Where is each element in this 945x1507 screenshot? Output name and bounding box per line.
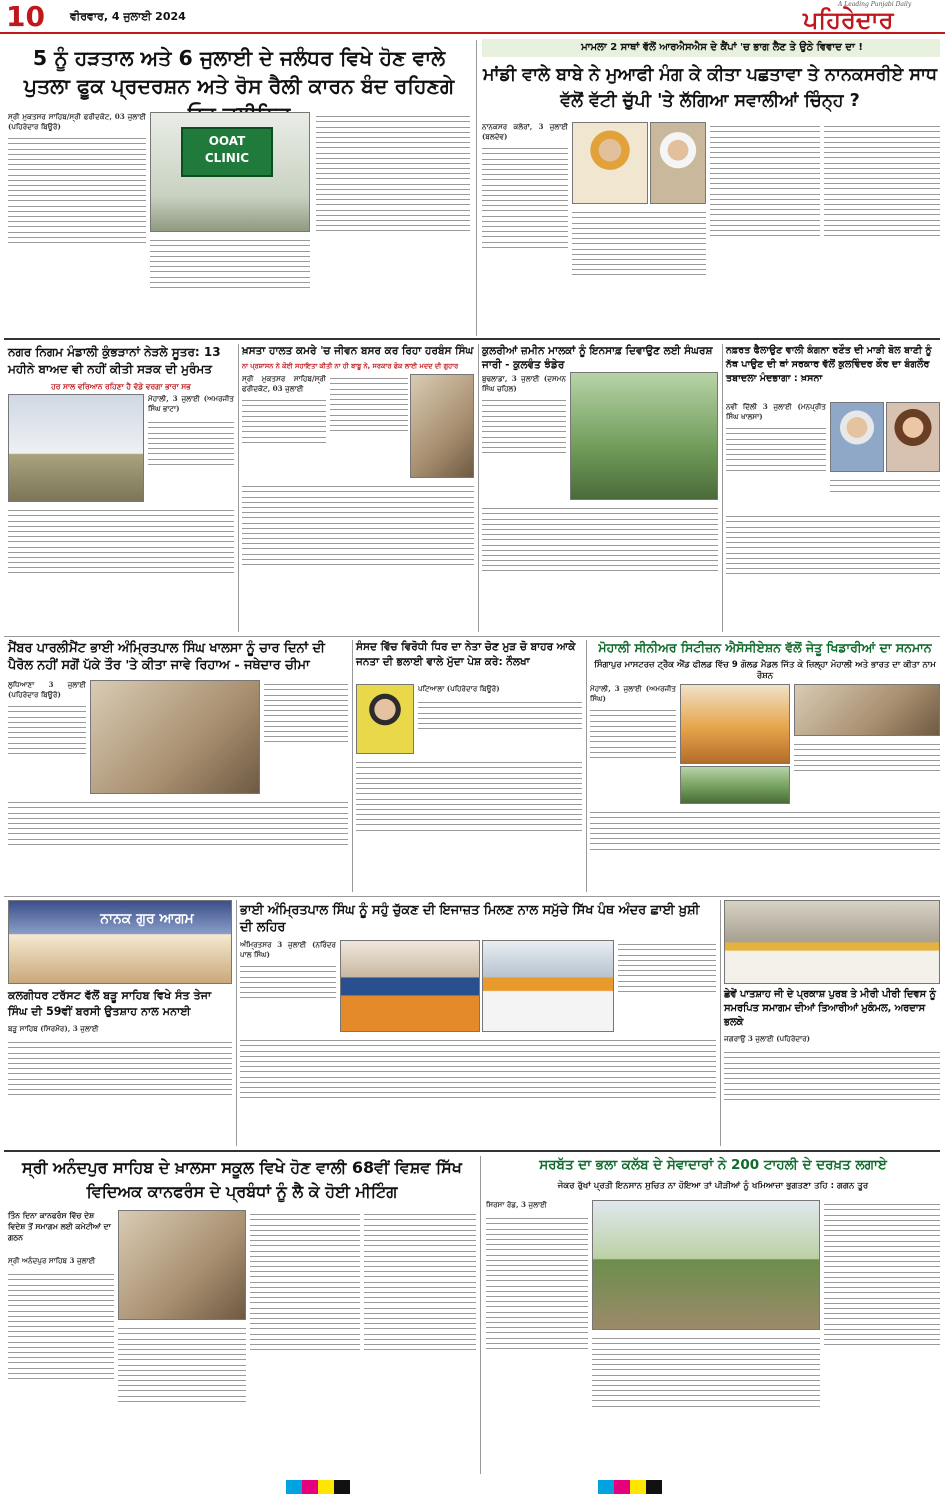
- body-senior-citizens-col3: [590, 808, 940, 888]
- body-parliament-col2: [356, 758, 582, 888]
- page-date: ਵੀਰਵਾਰ, 4 ਜੁਲਾਈ 2024: [70, 10, 186, 23]
- ooat-sign-text: OOAT CLINIC: [204, 134, 250, 165]
- photo-babe-2: [650, 122, 706, 204]
- body-babe-col3: [710, 122, 820, 330]
- photo-nagar-nigam: [8, 394, 144, 502]
- headline-khalsa-school: ਸ੍ਰੀ ਅਨੰਦਪੁਰ ਸਾਹਿਬ ਦੇ ਖ਼ਾਲਸਾ ਸਕੂਲ ਵਿਖੇ ਹੋਣ ਵਾਲੀ 68ਵੀਂ ਵਿਸ਼ਵ ਸਿੱਖ ਵਿਦਿਅਕ ਕਾਨਫਰੰਸ ਦੇ ਪ੍ਰਬੰਧਾਂ ਨੂੰ ਲੈ ਕੇ ਹੋਈ ਮੀਟਿੰਗ: [22, 1158, 462, 1201]
- cyan-swatch: [598, 1480, 614, 1494]
- body-amritpal-oath-col2: [618, 940, 716, 1032]
- body-harbans-col1: [242, 396, 326, 478]
- byline-nagar-nigam: ਮੋਹਾਲੀ, 3 ਜੁਲਾਈ (ਅਮਰਜੀਤ ਸਿੰਘ ਭਾਟਾ): [148, 394, 234, 414]
- headline-amritpal-oath: ਭਾਈ ਅੰਮ੍ਰਿਤਪਾਲ ਸਿੰਘ ਨੂੰ ਸਹੁੰ ਚੁੱਕਣ ਦੀ ਇਜਾਜ਼ਤ ਮਿਲਣ ਨਾਲ ਸਮੁੱਚੇ ਸਿੱਖ ਪੰਥ ਅੰਦਰ ਛਾਈ ਖ਼ੁਸ਼ੀ ਦੀ ਲਹਿਰ: [240, 903, 700, 935]
- byline-kalgidhar: ਬੜੂ ਸਾਹਿਬ (ਸਿਰਮੌਰ), 3 ਜੁਲਾਈ: [8, 1024, 99, 1033]
- body-clinics-col3: [316, 112, 470, 330]
- headline-amritpal-parole: ਮੈਂਬਰ ਪਾਰਲੀਮੈਂਟ ਭਾਈ ਅੰਮ੍ਰਿਤਪਾਲ ਸਿੰਘ ਖਾਲਸਾ ਨੂੰ ਚਾਰ ਦਿਨਾਂ ਦੀ ਪੈਰੋਲ ਨਹੀਂ ਸਗੋਂ ਪੱਕੇ ਤੌਰ 'ਤੇ ਕੀਤਾ ਜਾਵੇ ਰਿਹਾਅ - ਜਥੇਦਾਰ ਚੀਮਾ: [8, 641, 325, 673]
- body-senior-citizens-col1: [590, 706, 676, 804]
- body-amritpal-parole-col3: [8, 798, 348, 888]
- photo-ooat-clinic: [150, 112, 310, 232]
- divider: [480, 1156, 481, 1474]
- body-trees-col1: [486, 1214, 588, 1470]
- body-parliament-col1: [418, 698, 582, 754]
- photo-khalsa-school: [118, 1210, 246, 1320]
- byline-amritpal-parole: ਲੁਧਿਆਣਾ 3 ਜੁਲਾਈ (ਪਹਿਰੇਦਾਰ ਬਿਊਰੋ): [8, 680, 86, 700]
- body-babe-col4: [824, 122, 940, 330]
- byline-trees: ਸਿਰਸਾ ਰੋਡ, 3 ਜੁਲਾਈ: [486, 1200, 547, 1209]
- photo-amritpal-parole: [90, 680, 260, 794]
- headline-babe: ਮਾਂਡੀ ਵਾਲੇ ਬਾਬੇ ਨੇ ਮੁਆਫੀ ਮੰਗ ਕੇ ਕੀਤਾ ਪਛਤਾਵਾ ਤੇ ਨਾਨਕਸਰੀਏ ਸਾਧ ਵੱਲੋਂ ਵੱਟੀ ਚੁੱਪੀ 'ਤੇ ਲੱਗਿਆ ਸਵਾਲੀਆਂ ਚਿੰਨ੍ਹ ?: [482, 65, 938, 111]
- subhead-trees: ਜੇਕਰ ਰੁੱਖਾਂ ਪ੍ਰਤੀ ਇਨਸਾਨ ਸੁਚਿਤ ਨਾ ਹੋਇਆ ਤਾਂ ਪੀੜੀਆਂ ਨੂੰ ਖਮਿਆਜ਼ਾ ਭੁਗਤਣਾ ਤਹਿ : ਗਗਨ ਤੂਰ: [557, 1181, 869, 1191]
- divider: [476, 40, 477, 336]
- photo-kulriyan: [570, 372, 718, 500]
- body-senior-citizens-col2: [794, 740, 940, 804]
- byline-babe: ਨਾਨਕਸਰ ਕਲੇਰਾਂ, 3 ਜੁਲਾਈ (ਬਲਦੇਵ): [482, 122, 568, 142]
- body-kulriyan-col2: [482, 504, 718, 630]
- kicker-khalsa-school: ਤਿੰਨ ਦਿਨਾ ਕਾਨਫਰੰਸ ਵਿੱਚ ਦੇਸ਼ ਵਿਦੇਸ਼ ਤੋਂ ਸਮਾਗਮ ਲਈ ਕਮੇਟੀਆਂ ਦਾ ਗਠਨ: [8, 1211, 111, 1242]
- body-nagar-nigam-a: [148, 418, 234, 502]
- headline-kangana: ਨਫ਼ਰਤ ਫੈਲਾਉਣ ਵਾਲੀ ਕੰਗਨਾ ਰਣੌਤ ਦੀ ਮਾੜੀ ਬੋਲ ਬਾਣੀ ਨੂੰ ਨੱਥ ਪਾਉਣ ਦੀ ਥਾਂ ਸਰਕਾਰ ਵੱਲੋਂ ਕੁਲਵਿੰਦਰ ਕੌਰ ਦਾ ਬੰਗਲੌਰ ਤਬਾਦਲਾ ਮੰਦਭਾਗਾ : ਖ਼ਸਨਾ: [726, 345, 932, 384]
- body-trees-col3: [824, 1200, 940, 1470]
- divider: [238, 344, 239, 632]
- photo-amritpal-oath-2: [482, 940, 614, 1032]
- body-clinics-col2: [150, 236, 310, 330]
- photo-amritpal-oath-1: [340, 940, 480, 1032]
- kicker-harbans: ਨਾ ਪ੍ਰਸ਼ਾਸਨ ਨੇ ਕੋਈ ਸਹਾਇਤਾ ਕੀਤੀ ਨਾ ਹੀ ਬਾਬੂ ਨੇ, ਸਰਕਾਰ ਫੋਕ ਲਾਈ ਮਦਦ ਦੀ ਗੁਹਾਰ: [242, 362, 459, 370]
- body-kangana-col3: [726, 512, 940, 630]
- headline-parliament: ਸੰਸਦ ਵਿੱਚ ਵਿਰੋਧੀ ਧਿਰ ਦਾ ਨੇਤਾ ਚੋਣ ਮੁੜ ਚੋ ਬਾਹਰ ਆਕੇ ਜਨਤਾ ਦੀ ਭਲਾਈ ਵਾਲੇ ਮੁੱਦਾ ਪੇਸ਼ ਕਰੇ: ਨੌਲਖਾ: [356, 641, 576, 668]
- byline-prakash-purab: ਜਗਰਾਉਂ 3 ਜੁਲਾਈ (ਪਹਿਰੇਦਾਰ): [724, 1034, 811, 1043]
- body-kalgidhar: [8, 1038, 232, 1144]
- photo-kalgidhar: [8, 900, 232, 984]
- body-amritpal-oath-col3: [240, 1036, 716, 1144]
- photo-senior-citizens-1: [680, 684, 790, 764]
- registration-marks-left: [286, 1480, 350, 1494]
- kicker-nagar-nigam: ਹਰ ਸਾਲ ਵਰਿਆਨ ਰਹਿਣਾ ਹੈ ਵੱਡੇ ਵਰਗਾ ਭਾਰਾ ਸਭ: [51, 382, 191, 391]
- body-khalsa-school-col1: [8, 1270, 114, 1470]
- kicker-babe: ਮਾਮਲਾ 2 ਸਾਥਾਂ ਵੱਲੋਂ ਆਰਐਸਐਸ ਦੇ ਕੈਂਪਾਂ 'ਚ ਭਾਗ ਲੈਣ ਤੇ ਉਠੇ ਵਿਵਾਦ ਦਾ !: [581, 42, 863, 53]
- byline-clinics: ਸ੍ਰੀ ਮੁਕਤਸਰ ਸਾਹਿਬ/ਸ੍ਰੀ ਫਰੀਦਕੋਟ, 03 ਜੁਲਾਈ (ਪਹਿਰੇਦਾਰ ਬਿਊਰੋ): [8, 112, 146, 132]
- masthead: [0, 0, 945, 34]
- headline-trees: ਸਰਬੱਤ ਦਾ ਭਲਾ ਕਲੱਬ ਦੇ ਸੇਵਾਦਾਰਾਂ ਨੇ 200 ਟਾਹਲੀ ਦੇ ਦਰਖ਼ਤ ਲਗਾਏ: [539, 1157, 887, 1173]
- masthead-tagline: A Leading Punjabi Daily: [838, 1, 912, 8]
- headline-kulriyan: ਕੁਲਰੀਆਂ ਜ਼ਮੀਨ ਮਾਲਕਾਂ ਨੂੰ ਇਨਸਾਫ਼ ਦਿਵਾਉਣ ਲਈ ਸੰਘਰਸ਼ ਜਾਰੀ - ਕੁਲਵੰਤ ਝੰਡੇਰ: [482, 345, 713, 371]
- divider: [236, 900, 237, 1146]
- body-nagar-nigam-b: [8, 506, 234, 630]
- black-swatch: [334, 1480, 350, 1494]
- body-khalsa-school-col4: [364, 1210, 476, 1470]
- divider: [4, 636, 940, 637]
- divider: [722, 344, 723, 632]
- body-khalsa-school-col3: [250, 1210, 360, 1470]
- subhead-senior-citizens: ਸਿੰਗਾਪੁਰ ਮਾਸਟਰਜ਼ ਟ੍ਰੈਕ ਐਂਡ ਫੀਲਡ ਵਿੱਚ 9 ਗੋਲਡ ਮੈਡਲ ਜਿੱਤ ਕੇ ਜ਼ਿਲ੍ਹਾ ਮੋਹਾਲੀ ਅਤੇ ਭਾਰਤ ਦਾ ਕੀਤਾ ਨਾਮ ਰੌਸ਼ਨ: [594, 660, 936, 681]
- photo-senior-citizens-2: [680, 766, 790, 804]
- photo-kangana-2: [886, 402, 940, 472]
- photo-kangana-1: [830, 402, 884, 472]
- divider: [4, 1150, 940, 1152]
- paper-name: ਪਹਿਰੇਦਾਰ: [803, 6, 894, 34]
- divider: [586, 640, 587, 892]
- photo-prakash-purab: [724, 900, 940, 984]
- byline-kulriyan: ਬੁਢਲਾਡਾ, 3 ਜੁਲਾਈ (ਦਸਮਨ ਸਿੰਘ ਚਹਿਲ): [482, 374, 566, 394]
- page-number: 10: [6, 0, 45, 33]
- yellow-swatch: [630, 1480, 646, 1494]
- divider: [720, 900, 721, 1146]
- headline-nagar-nigam: ਨਗਰ ਨਿਗਮ ਮੰਡਾਲੀ ਕੁੰਭੜਾਨਾਂ ਨੇੜਲੇ ਸੂਤਰ: 13 ਮਹੀਨੇ ਬਾਅਦ ਵੀ ਨਹੀਂ ਕੀਤੀ ਸੜਕ ਦੀ ਮੁਰੰਮਤ: [8, 345, 221, 376]
- photo-parliament: [356, 684, 414, 754]
- photo-trees: [592, 1200, 820, 1330]
- body-khalsa-school-col2: [118, 1324, 246, 1470]
- cyan-swatch: [286, 1480, 302, 1494]
- body-trees-col2: [592, 1334, 820, 1470]
- body-amritpal-parole-col2: [264, 680, 348, 794]
- black-swatch: [646, 1480, 662, 1494]
- byline-khalsa-school: ਸ੍ਰੀ ਅਨੰਦਪੁਰ ਸਾਹਿਬ 3 ਜੁਲਾਈ: [8, 1256, 96, 1265]
- divider: [478, 344, 479, 632]
- divider: [352, 640, 353, 892]
- body-kangana-col2: [830, 476, 940, 508]
- body-babe-col2: [572, 208, 706, 330]
- headline-senior-citizens: ਮੋਹਾਲੀ ਸੀਨੀਅਰ ਸਿਟੀਜ਼ਨ ਐਸੋਸੀਏਸ਼ਨ ਵੱਲੋਂ ਜੇਤੂ ਖਿਡਾਰੀਆਂ ਦਾ ਸਨਮਾਨ: [598, 640, 932, 655]
- body-prakash-purab: [724, 1048, 940, 1144]
- headline-harbans: ਖ਼ਸਤਾ ਹਾਲਤ ਕਮਰੇ 'ਚ ਜੀਵਨ ਬਸਰ ਕਰ ਰਿਹਾ ਹਰਬੰਸ ਸਿੰਘ: [242, 345, 474, 357]
- photo-babe-1: [572, 122, 648, 204]
- magenta-swatch: [302, 1480, 318, 1494]
- divider: [4, 896, 940, 897]
- body-amritpal-oath-col1: [240, 962, 336, 1032]
- body-kangana-col1: [726, 424, 826, 508]
- body-babe-col1: [482, 144, 568, 330]
- magenta-swatch: [614, 1480, 630, 1494]
- byline-harbans: ਸ੍ਰੀ ਮੁਕਤਸਰ ਸਾਹਿਬ/ਸ੍ਰੀ ਫਰੀਦਕੋਟ, 03 ਜੁਲਾਈ: [242, 374, 326, 394]
- photo-harbans: [410, 374, 474, 478]
- body-kulriyan-col1: [482, 396, 566, 500]
- yellow-swatch: [318, 1480, 334, 1494]
- body-clinics-col1: [8, 134, 146, 330]
- body-amritpal-parole-col1: [8, 702, 86, 794]
- headline-prakash-purab: ਛੇਵੇਂ ਪਾਤਸ਼ਾਹ ਜੀ ਦੇ ਪ੍ਰਕਾਸ਼ ਪੁਰਬ ਤੇ ਮੀਰੀ ਪੀਰੀ ਦਿਵਸ ਨੂੰ ਸਮਰਪਿਤ ਸਮਾਗਮ ਦੀਆਂ ਤਿਆਰੀਆਂ ਮੁਕੰਮਲ, ਅਰਦਾਸ ਭਲਕੇ: [724, 989, 936, 1028]
- stage-banner-text: ਨਾਨਕ ਗੁਰ ਆਗਮ: [100, 911, 194, 927]
- body-harbans-col3: [242, 482, 474, 630]
- divider: [4, 338, 940, 340]
- body-harbans-col2: [330, 374, 408, 478]
- headline-clinics: 5 ਨੂੰ ਹੜਤਾਲ ਅਤੇ 6 ਜੁਲਾਈ ਦੇ ਜਲੰਧਰ ਵਿਖੇ ਹੋਣ ਵਾਲੇ ਪੁਤਲਾ ਫੂਕ ਪ੍ਰਦਰਸ਼ਨ ਅਤੇ ਰੋਸ ਰੈਲੀ ਕਾਰਨ ਬੰਦ ਰਹਿਣਗੇ: [23, 46, 455, 98]
- photo-senior-citizens-3: [794, 684, 940, 736]
- byline-kangana: ਨਵੀਂ ਦਿੱਲੀ 3 ਜੁਲਾਈ (ਮਨਪ੍ਰੀਤ ਸਿੰਘ ਖਾਲਸਾ): [726, 402, 826, 422]
- byline-parliament: ਪਟਿਆਲਾ (ਪਹਿਰੇਦਾਰ ਬਿਊਰੋ): [418, 684, 500, 693]
- registration-marks-right: [598, 1480, 662, 1494]
- byline-amritpal-oath: ਅੰਮ੍ਰਿਤਸਰ 3 ਜੁਲਾਈ (ਨਰਿੰਦਰ ਪਾਲ ਸਿੰਘ): [240, 940, 336, 960]
- headline-kalgidhar: ਕਲਗੀਧਰ ਟਰੱਸਟ ਵੱਲੋਂ ਬੜੂ ਸਾਹਿਬ ਵਿਖੇ ਸੰਤ ਤੇਜਾ ਸਿੰਘ ਦੀ 59ਵੀਂ ਬਰਸੀ ਉਤਸ਼ਾਹ ਨਾਲ ਮਨਾਈ: [8, 989, 212, 1018]
- byline-senior-citizens: ਮੋਹਾਲੀ, 3 ਜੁਲਾਈ (ਅਮਰਜੀਤ ਸਿੰਘ): [590, 684, 676, 704]
